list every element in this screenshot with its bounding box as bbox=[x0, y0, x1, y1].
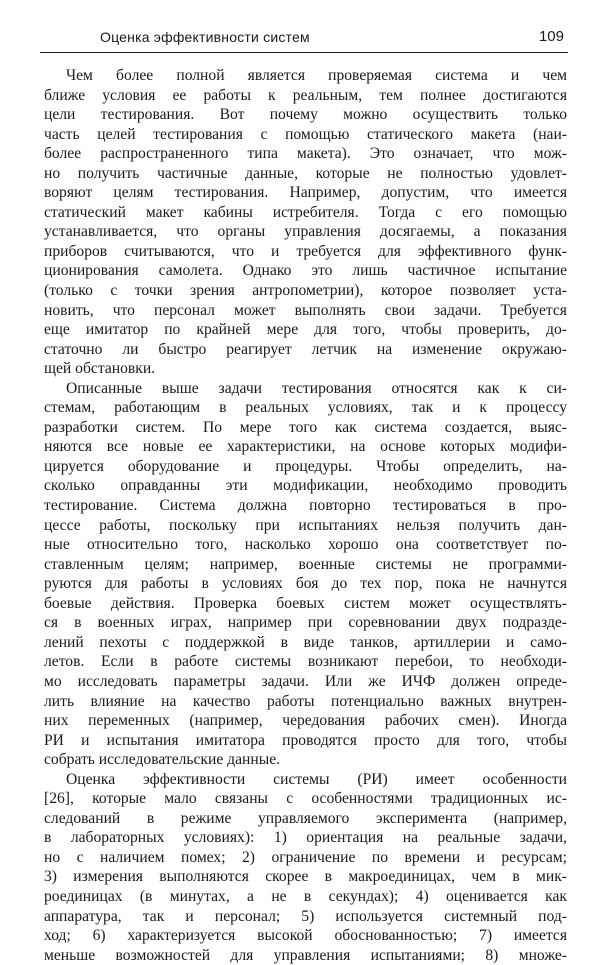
text-line: боевые действия. Проверка боевых систем может осуществлять- bbox=[44, 594, 567, 612]
body-text bbox=[44, 66, 567, 965]
paragraph bbox=[44, 66, 567, 379]
text-line: лить влияние на качество работы потенциально важных внутрен- bbox=[44, 692, 567, 710]
text-line: часть целей тестирования с помощью статического макета (наи- bbox=[44, 125, 567, 143]
text-line: (только с точки зрения антропометрии), которое позволяет уста- bbox=[44, 282, 567, 300]
text-line: новить, что персонал может выполнять свои задачи. Требуется bbox=[44, 301, 567, 319]
running-title: Оценка эффективности систем bbox=[100, 29, 310, 45]
text-line: руются для работы в условиях боя до тех пор, пока не начнутся bbox=[44, 575, 567, 593]
text-line: но с наличием помех; 2) ограничение по времени и ресурсам; bbox=[44, 848, 567, 866]
text-line: ные относительно того, насколько хорошо она соответствует по- bbox=[44, 536, 567, 554]
text-line: аппаратура, так и персонал; 5) используется системный под- bbox=[44, 907, 567, 925]
text-line: статический макет кабины истребителя. Тогда с его помощью bbox=[44, 203, 567, 221]
text-line: в лабораторных условиях): 1) ориентация на реальные задачи, bbox=[44, 829, 567, 847]
paragraph bbox=[44, 379, 567, 770]
text-line: Описанные выше задачи тестирования относятся как к си- bbox=[66, 379, 567, 397]
text-line: ставленным целям; например, военные системы не программи- bbox=[44, 555, 567, 573]
text-line: 3) измерения выполняются скорее в макроединицах, чем в мик- bbox=[44, 868, 567, 886]
text-line: но получить частичные данные, которые не полностью удовлет- bbox=[44, 164, 567, 182]
text-line: роединицах (в минутах, а не в секундах); 4) оценивается как bbox=[44, 887, 567, 905]
text-line: няются все новые ее характеристики, на основе которых модифи- bbox=[44, 438, 567, 456]
text-line: сколько оправданны эти модификации, необходимо проводить bbox=[44, 477, 567, 495]
running-header bbox=[40, 26, 568, 53]
text-line: щей обстановки. bbox=[44, 360, 156, 378]
text-line: устанавливается, что органы управления досягаемы, а показания bbox=[44, 223, 567, 241]
text-line: летов. Если в работе системы возникают перебои, то необходи- bbox=[44, 653, 567, 671]
text-line: ход; 6) характеризуется высокой обоснованностью; 7) имеется bbox=[44, 927, 567, 945]
text-line: еще имитатор по крайней мере для того, чтобы проверить, до- bbox=[44, 321, 567, 339]
text-line: разработки систем. По мере того как система создается, выяс- bbox=[44, 418, 567, 436]
text-line: тестирование. Система должна повторно тестироваться в про- bbox=[44, 497, 567, 515]
text-line: Оценка эффективности системы (РИ) имеет особенности bbox=[66, 770, 567, 788]
paragraph bbox=[44, 770, 567, 965]
text-line: цели тестирования. Вот почему можно осуществить только bbox=[44, 106, 567, 124]
text-line: ся в военных играх, например при соревновании двух подразде- bbox=[44, 614, 567, 632]
text-line: воряют целям тестирования. Например, допустим, что имеется bbox=[44, 184, 567, 202]
text-line: них переменных (например, чередования рабочих смен). Иногда bbox=[44, 712, 567, 730]
text-line: РИ и испытания имитатора проводятся просто для того, чтобы bbox=[44, 731, 567, 749]
text-line: Чем более полной является проверяемая система и чем bbox=[66, 67, 567, 84]
text-line: собрать исследовательские данные. bbox=[44, 751, 281, 769]
text-line: цируется оборудование и процедуры. Чтобы определить, на- bbox=[44, 457, 567, 475]
text-line: меньше возможностей для управления испытаниями; 8) множе- bbox=[44, 946, 567, 964]
text-line: [26], которые мало связаны с особенностями традиционных ис- bbox=[44, 790, 567, 808]
text-line: следований в режиме управляемого эксперимента (например, bbox=[44, 809, 567, 827]
text-line: ционирования самолета. Однако это лишь частичное испытание bbox=[44, 262, 567, 280]
text-line: ближе условия ее работы к реальным, тем полнее достигаются bbox=[44, 86, 567, 104]
text-line: мо исследовать параметры задачи. Или же ИЧФ должен опреде- bbox=[44, 672, 567, 690]
text-line: статочно ли быстро реагирует летчик на изменение окружаю- bbox=[44, 340, 567, 358]
text-line: приборов считываются, что и требуется для эффективного функ- bbox=[44, 242, 567, 260]
text-line: лений пехоты с поддержкой в виде танков, артиллерии и само- bbox=[44, 633, 567, 651]
text-line: стемам, работающим в реальных условиях, так и к процессу bbox=[44, 399, 567, 417]
text-line: более распространенного типа макета). Это означает, что мож- bbox=[44, 145, 567, 163]
page-number: 109 bbox=[538, 28, 564, 45]
text-line: цессе работы, поскольку при испытаниях нельзя получить дан- bbox=[44, 516, 567, 534]
